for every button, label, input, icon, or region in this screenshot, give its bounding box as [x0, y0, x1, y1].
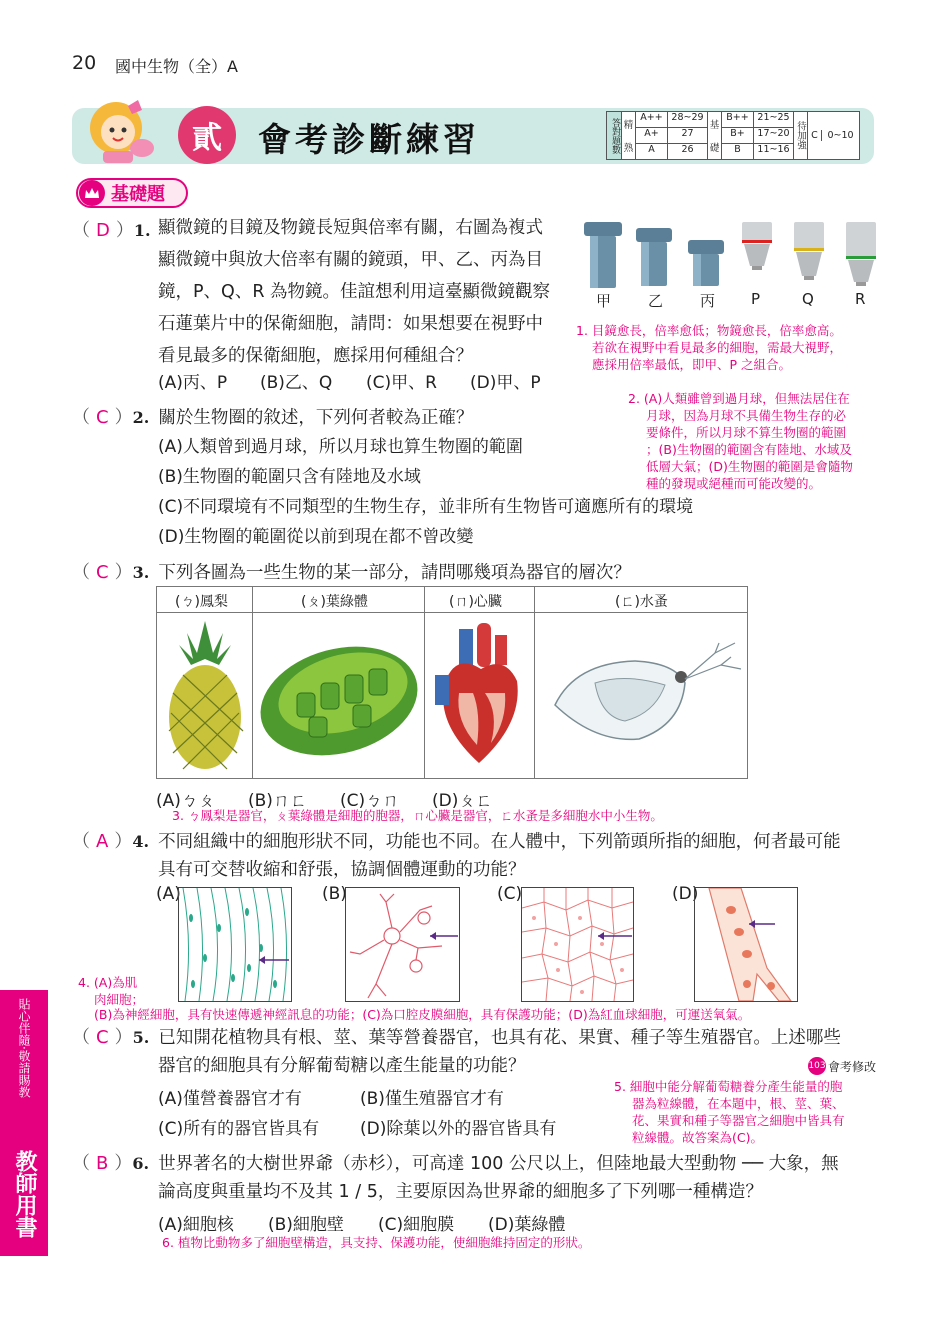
q5-line-2: 器官的細胞具有分解葡萄糖以產生能量的功能？: [158, 1056, 526, 1076]
q5-option-b[interactable]: (B)僅生殖器官才有: [360, 1089, 504, 1109]
q1-line: 顯微鏡中與放大倍率有關的鏡頭，甲、乙、丙為目: [158, 250, 543, 270]
muscle-cells-image: [178, 887, 292, 1002]
lens-label-p: P: [751, 290, 761, 308]
score-col3-head: 待加強: [794, 112, 808, 159]
note-2-line: 要條件，所以月球不算生物圈的範圍: [646, 425, 847, 440]
note-5-line: 粒線體。故答案為(C)。: [632, 1130, 763, 1145]
q3-option-b[interactable]: (B)ㄇㄈ: [248, 791, 307, 811]
q5-option-d[interactable]: (D)除葉以外的器官皆具有: [360, 1119, 557, 1139]
q3-option-d[interactable]: (D)ㄆㄈ: [432, 791, 493, 811]
q3-stem: 下列各圖為一些生物的某一部分，請問哪幾項為器官的層次？: [158, 563, 631, 583]
range-b: 11~16: [757, 144, 790, 155]
question-3: （ C ）3. 下列各圖為一些生物的某一部分，請問哪幾項為器官的層次？: [72, 562, 631, 583]
note-2-line: 月球，因為月球不具備生物生存的必: [646, 408, 847, 423]
qnum-5: 5.: [132, 1028, 150, 1047]
note-5: [614, 1078, 884, 1146]
q3-option-c[interactable]: (C)ㄅㄇ: [340, 791, 400, 811]
note-1: [576, 322, 876, 373]
q2-option-c[interactable]: (C)不同環境有不同類型的生物生存，並非所有生物皆可適應所有的環境: [158, 497, 694, 517]
grade-a: A: [636, 144, 668, 159]
q4-option-b-label: (B): [322, 884, 347, 904]
note-4a-line: 4. (A)為肌: [78, 975, 138, 990]
range-a1: 27: [681, 128, 694, 139]
q2-option-a[interactable]: (A)人類曾到過月球，所以月球也算生物圈的範圍: [158, 437, 523, 457]
note-2-line: 低層大氣；(D)生物圈的範圍是會隨物: [646, 459, 853, 474]
epithelial-cells-image: [521, 887, 634, 1002]
score-col1-top: 精: [623, 119, 634, 131]
note-3: 3. ㄅ鳳梨是器官，ㄆ葉綠體是細胞的胞器，ㄇ心臟是器官，ㄈ水蚤是多細胞水中小生物。: [172, 808, 663, 823]
daphnia-image: [535, 613, 747, 778]
question-4: （ A ）4. 不同組織中的細胞形狀不同，功能也不同。在人體中，下列箭頭所指的細胞，何者最可能 具有可交替收縮和舒張，協調個體運動的功能？: [72, 826, 882, 858]
range-b2: 21~25: [757, 112, 790, 123]
answer-6: B: [96, 1153, 109, 1174]
note-2-line: ；(B)生物圈的範圍含有陸地、水域及: [646, 442, 852, 457]
note-5-line: 5. 細胞中能分解葡萄糖養分產生能量的胞: [614, 1079, 843, 1094]
q4-option-c[interactable]: [497, 884, 522, 904]
q1-line: 鏡，P、Q、R 為物鏡。佳誼想利用這臺顯微鏡觀察: [158, 282, 551, 302]
q2-option-d[interactable]: (D)生物圈的範圍從以前到現在都不曾改變: [158, 527, 474, 547]
section-title: 基礎題: [111, 184, 165, 205]
q4-option-a-label: (A): [156, 884, 181, 904]
note-4a: [78, 974, 168, 1008]
q2-option-b[interactable]: (B)生物圈的範圍只含有陸地及水域: [158, 467, 421, 487]
organism-header-daphnia: (ㄈ)水蚤: [615, 594, 668, 610]
crown-icon: [79, 180, 105, 206]
pineapple-image: [157, 613, 253, 778]
lens-figure: [578, 218, 878, 316]
heart-image: [425, 613, 535, 778]
note-1-line: 1. 目鏡愈長，倍率愈低；物鏡愈長，倍率愈高。: [576, 323, 842, 338]
objective-r-icon: [846, 222, 876, 286]
exam-revision-label: 會考修改: [828, 1059, 877, 1074]
q4-option-c-label: (C): [497, 884, 523, 904]
qnum-3: 3.: [132, 563, 150, 582]
q4-option-d-label: (D): [672, 884, 699, 904]
q5-option-a[interactable]: (A)僅營養器官才有: [158, 1089, 302, 1109]
note-5-line: 花、果實和種子等器官之細胞中皆具有: [632, 1113, 845, 1128]
note-5-line: 器為粒線體，在本題中，根、莖、葉、: [632, 1096, 845, 1111]
mascot-girl: [78, 96, 178, 166]
banner-title: 會考診斷練習: [258, 120, 480, 159]
grade-a1: A+: [636, 128, 668, 143]
exam-revision-tag: [808, 1057, 876, 1075]
grade-c: C: [808, 130, 822, 141]
q2-stem: 關於生物圈的敘述，下列何者較為正確？: [158, 408, 474, 428]
lens-label-jia: 甲: [596, 292, 612, 310]
q1-line: 石蓮葉片中的保衛細胞，請問：如果想要在視野中: [158, 314, 543, 334]
score-label: 答對題數: [607, 112, 622, 159]
range-c: 0~10: [827, 130, 854, 141]
grade-b2: B++: [722, 112, 754, 127]
qnum-2: 2.: [132, 408, 150, 427]
question-2: （ C ）2. 關於生物圈的敘述，下列何者較為正確？ (A)人類曾到過月球，所以月球也算生物圈的範圍 (B)生物圈的範圍只含有陸地及水域 (C)不同環境有不同類型的生物生存，並非所有生物皆可適應所有的環境 (D)生物圈的範圍從以前到現在都不曾改變: [72, 402, 772, 434]
note-4a-line: 肉細胞；: [94, 992, 145, 1007]
note-6: 6. 植物比動物多了細胞壁構造，具支持、保護功能，使細胞維持固定的形狀。: [162, 1235, 591, 1250]
section-tag: [76, 178, 188, 208]
lens-label-r: R: [855, 290, 866, 308]
q1-option-b[interactable]: (B)乙、Q: [260, 373, 333, 393]
side-tab-small-text: 貼心伴隨·敬請賜教: [17, 998, 31, 1098]
q5-option-c[interactable]: (C)所有的器官皆具有: [158, 1119, 320, 1139]
note-2-line: 種的發現或絕種而可能改變的。: [646, 476, 822, 491]
range-b1: 17~20: [757, 128, 790, 139]
q5-line-1: 已知開花植物具有根、莖、葉等營養器官，也具有花、果實、種子等生殖器官。上述哪些: [158, 1028, 841, 1048]
exam-year-badge: 103: [808, 1057, 826, 1075]
eyepiece-jia-icon: [584, 222, 622, 288]
lens-label-q: Q: [802, 290, 814, 308]
chapter-badge-text: 貳: [192, 121, 222, 156]
q6-option-c[interactable]: (C)細胞膜: [378, 1215, 455, 1235]
teacher-edition-tab: [0, 990, 48, 1256]
grade-b: B: [722, 144, 754, 159]
q1-line: 看見最多的保衛細胞，應採用何種組合？: [158, 346, 473, 366]
chapter-badge: [178, 106, 236, 164]
objective-p-icon: [742, 222, 772, 270]
book-title: 國中生物（全）A: [115, 57, 238, 76]
objective-q-icon: [794, 222, 824, 280]
page-number: 20: [72, 52, 97, 74]
q6-line-2: 論高度與重量均不及其 1 / 5，主要原因為世界爺的細胞多了下列哪一種構造？: [158, 1182, 763, 1202]
organism-header-heart: (ㄇ)心臟: [425, 587, 535, 612]
q6-option-d[interactable]: (D)葉綠體: [488, 1215, 566, 1235]
neuron-image: [345, 887, 460, 1002]
note-2-line: 2. (A)人類雖曾到過月球，但無法居住在: [628, 391, 850, 406]
score-table: [606, 111, 860, 160]
question-5: （ C ）5. 已知開花植物具有根、莖、葉等營養器官，也具有花、果實、種子等生殖器官。上述哪些 器官的細胞具有分解葡萄糖以產生能量的功能？ (A)僅營養器官才有 (B)僅生殖器官才有 (C)所有的器官皆具有 (D)除葉以外的器官皆具有: [72, 1022, 882, 1054]
score-col2-top: 基: [709, 119, 720, 131]
lens-label-bing: 丙: [700, 292, 716, 310]
note-1-line: 若欲在視野中看見最多的細胞，需最大視野，: [592, 340, 843, 355]
question-6: （ B ）6. 世界著名的大樹世界爺（赤杉），可高達 100 公尺以上，但陸地最大型動物 ── 大象，無 論高度與重量均不及其 1 / 5，主要原因為世界爺的細胞多了下列哪一種構造？ (A)細胞核 (B)細胞壁 (C)細胞膜 (D)葉綠體: [72, 1153, 839, 1235]
answer-4: A: [96, 831, 109, 852]
q4-line-2: 具有可交替收縮和舒張，協調個體運動的功能？: [158, 860, 526, 880]
grade-b1: B+: [722, 128, 754, 143]
blood-vessel-image: [694, 887, 798, 1002]
q3-option-a[interactable]: (A)ㄅㄆ: [156, 791, 215, 811]
note-4b: (B)為神經細胞，具有快速傳遞神經訊息的功能；(C)為口腔皮膜細胞，具有保護功能；(D)為紅血球細胞，可運送氧氣。: [94, 1007, 751, 1022]
organism-header-chloroplast: (ㄆ)葉綠體: [253, 587, 425, 612]
q1-option-a[interactable]: (A)丙、P: [158, 373, 228, 393]
side-tab-big-text: 教師用書: [12, 1150, 37, 1238]
range-a: 26: [681, 144, 694, 155]
grade-a2: A++: [636, 112, 668, 127]
score-col1-bottom: 熟: [623, 143, 634, 155]
note-1-line: 應採用倍率最低，即甲、P 之組合。: [592, 357, 792, 372]
answer-2: C: [96, 407, 109, 428]
eyepiece-yi-icon: [636, 228, 672, 286]
organism-header-pineapple: (ㄅ)鳳梨: [157, 587, 253, 612]
range-a2: 28~29: [671, 112, 704, 123]
q6-option-a[interactable]: (A)細胞核: [158, 1215, 234, 1235]
qnum-4: 4.: [132, 832, 150, 851]
answer-3: C: [96, 562, 109, 583]
q6-line-1: 世界著名的大樹世界爺（赤杉），可高達 100 公尺以上，但陸地最大型動物 ── 大象，無: [158, 1154, 839, 1174]
q6-option-b[interactable]: (B)細胞壁: [268, 1215, 344, 1235]
chloroplast-image: [253, 613, 425, 778]
q1-option-c[interactable]: (C)甲、R: [366, 373, 437, 393]
lens-label-yi: 乙: [648, 292, 664, 310]
eyepiece-bing-icon: [688, 240, 724, 286]
qnum-6: 6.: [132, 1154, 150, 1173]
answer-1: D: [96, 220, 110, 241]
q1-line: 顯微鏡的目鏡及物鏡長短與倍率有關，右圖為複式: [158, 218, 543, 238]
qnum-1: 1.: [133, 221, 151, 240]
organism-table: [156, 586, 748, 779]
score-col2-bottom: 礎: [709, 143, 720, 155]
q4-option-b[interactable]: [322, 884, 347, 904]
q1-option-d[interactable]: (D)甲、P: [470, 373, 541, 393]
q4-line-1: 不同組織中的細胞形狀不同，功能也不同。在人體中，下列箭頭所指的細胞，何者最可能: [158, 832, 841, 852]
answer-5: C: [96, 1027, 109, 1048]
